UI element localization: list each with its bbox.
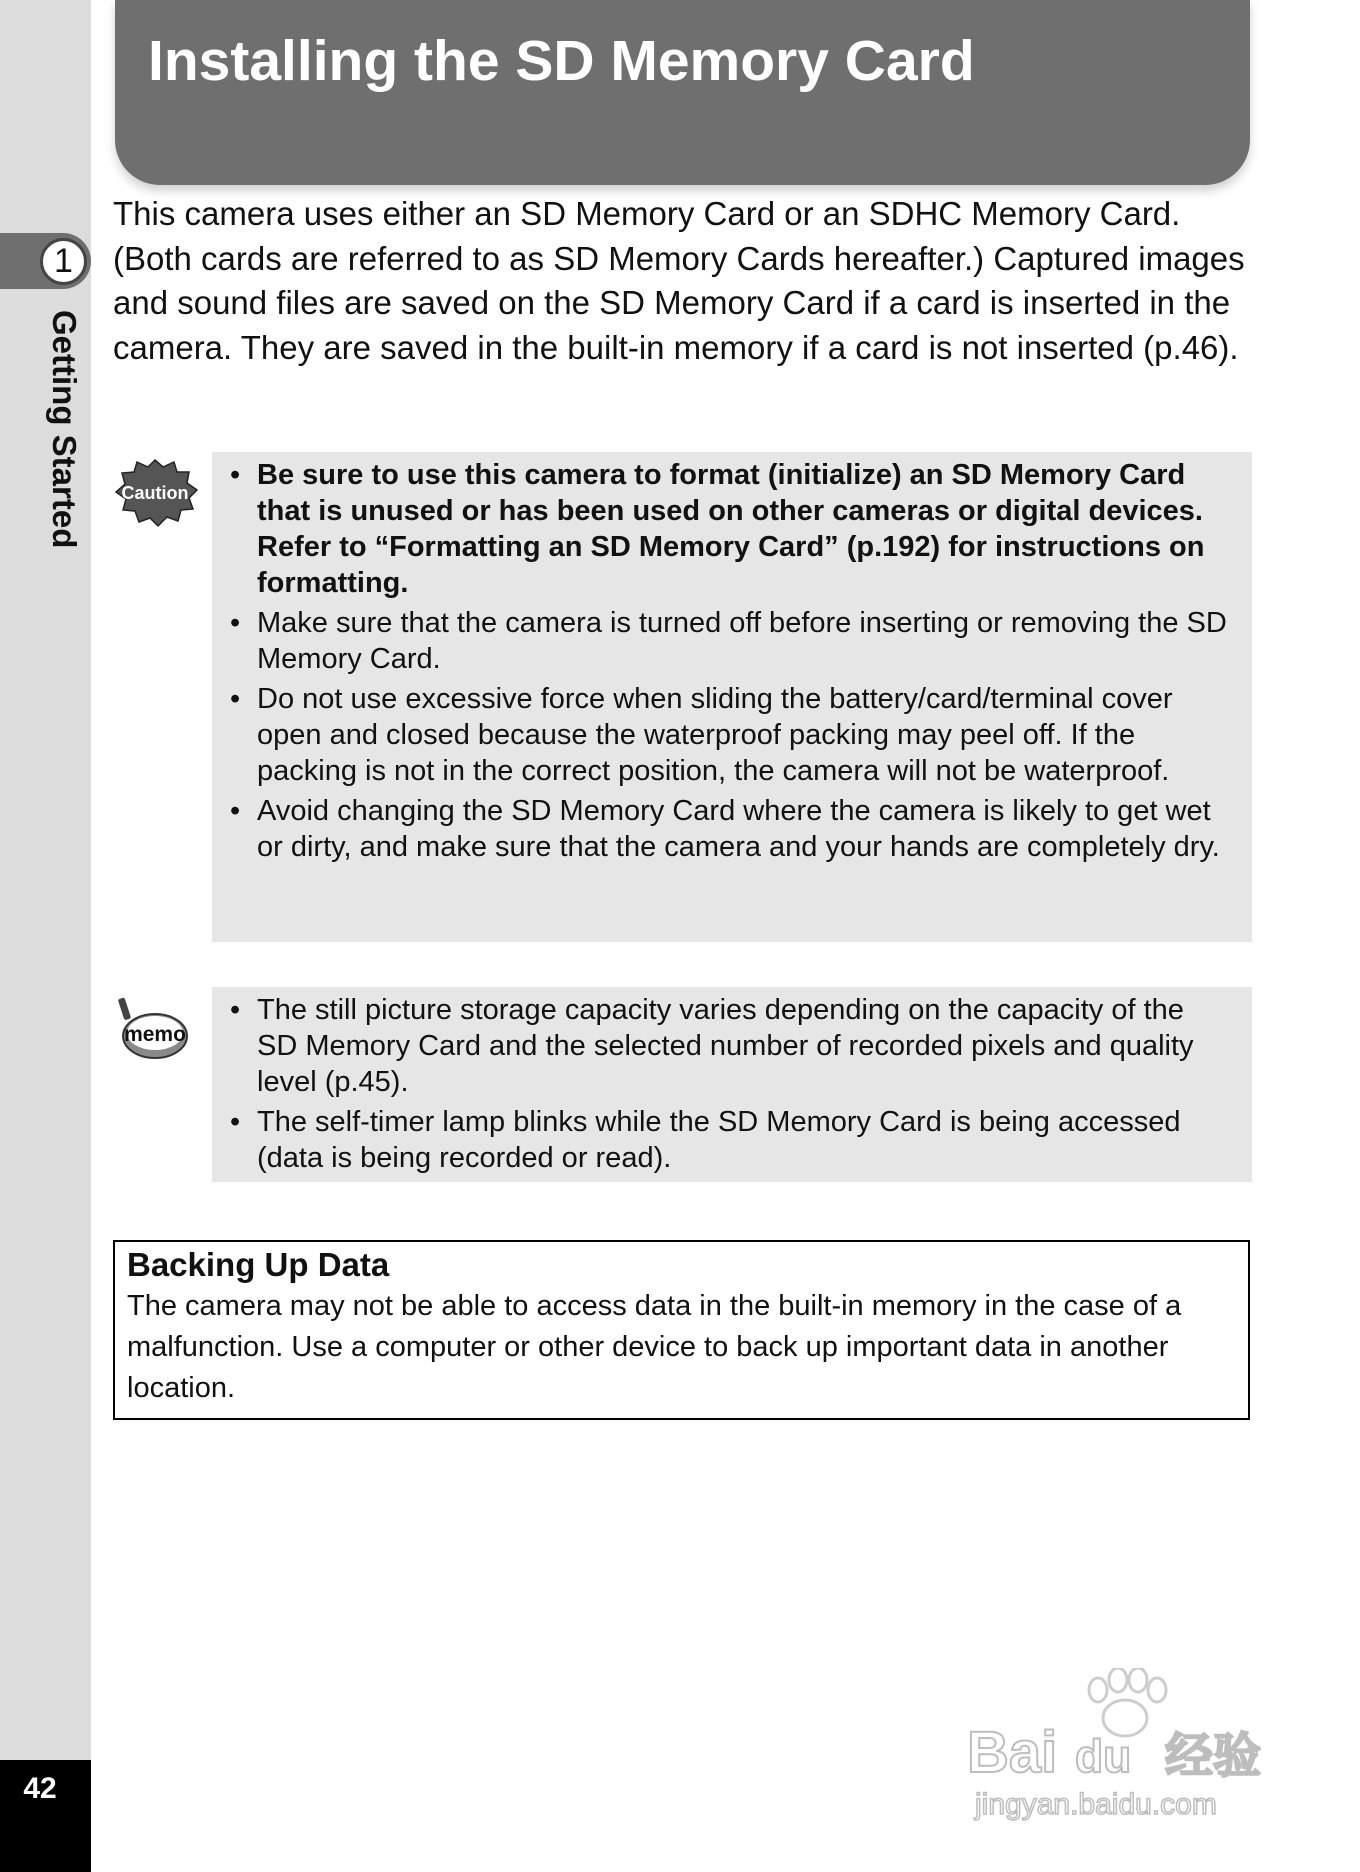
baidu-watermark: [965, 1668, 1285, 1828]
backup-box: [113, 1240, 1250, 1420]
caution-icon-label: Caution: [121, 483, 189, 503]
caution-box: [212, 452, 1252, 942]
backup-title: Backing Up Data: [127, 1246, 390, 1283]
memo-item: • The still picture storage capacity varies depending on the capacity of the SD Memory Card and the selected number of recorded pixels and quality level (p.45).: [226, 992, 1232, 1100]
watermark-url: jingyan.baidu.com: [975, 1788, 1217, 1821]
watermark-cn: 经验: [1165, 1728, 1262, 1784]
caution-icon: [113, 458, 198, 528]
chapter-label: Getting Started: [46, 310, 83, 549]
caution-item: • Do not use excessive force when sliding the battery/card/terminal cover open and closed because the waterproof packing may peel off. If the packing is not in the correct position, the camera will not be waterproof.: [226, 681, 1232, 789]
memo-box: [212, 987, 1252, 1182]
memo-list: [226, 992, 1232, 1176]
page-number: 42: [23, 1772, 57, 1805]
watermark-brand: Bai: [967, 1720, 1058, 1785]
caution-list: [226, 457, 1232, 865]
caution-item: • Avoid changing the SD Memory Card where the camera is likely to get wet or dirty, and make sure that the camera and your hands are completely dry.: [226, 793, 1232, 865]
paw-icon: [1089, 1668, 1166, 1736]
chapter-number: 1: [40, 238, 87, 285]
watermark-brand-du: du: [1075, 1730, 1132, 1782]
intro-paragraph: This camera uses either an SD Memory Card or an SDHC Memory Card. (Both cards are referred to as SD Memory Cards hereafter.) Captured images and sound files are saved on the SD Memory Card if a card is inserted in the camera. They are saved in the built-in memory if a card is not inserted (p.46).: [113, 195, 1245, 366]
backup-text: The camera may not be able to access data in the built-in memory in the case of a malfunction. Use a computer or other device to back up important data in another location.: [127, 1290, 1182, 1404]
memo-icon: [115, 996, 190, 1062]
page-title: Installing the SD Memory Card: [148, 29, 975, 93]
caution-item: • Be sure to use this camera to format (initialize) an SD Memory Card that is unused or has been used on other cameras or digital devices. Refer to “Formatting an SD Memory Card” (p.192) for instructions on formatting.: [226, 457, 1232, 601]
memo-item: • The self-timer lamp blinks while the SD Memory Card is being accessed (data is being recorded or read).: [226, 1104, 1232, 1176]
memo-icon-label: memo: [124, 1023, 186, 1046]
caution-item: • Make sure that the camera is turned off before inserting or removing the SD Memory Card.: [226, 605, 1232, 677]
